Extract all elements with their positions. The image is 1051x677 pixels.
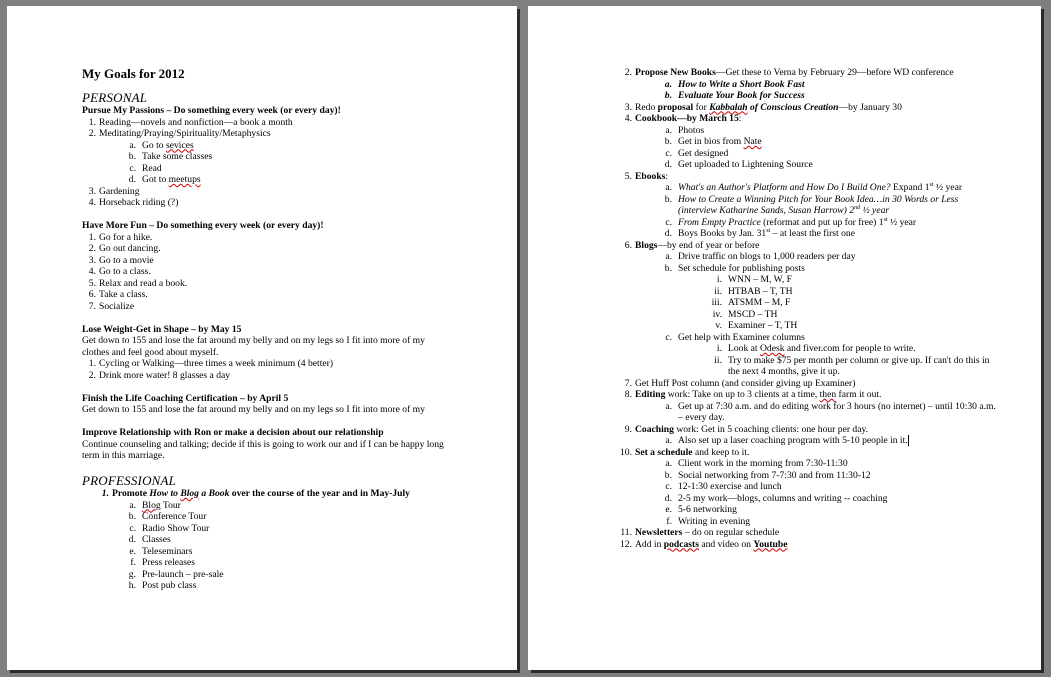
list-item: b. Social networking from 7-7:30 and from 11:30-12 bbox=[664, 469, 871, 481]
list-item: h. Post pub class bbox=[128, 580, 197, 591]
list-item: e. 5-6 networking bbox=[665, 504, 737, 515]
list-item: 6. Blogs—by end of year or before bbox=[624, 239, 760, 251]
goal-heading-coaching-cert: Finish the Life Coaching Certification – by April 5 bbox=[82, 392, 289, 404]
list-item: f. Press releases bbox=[130, 557, 196, 568]
list-item: 5. Relax and read a book. bbox=[88, 277, 188, 289]
list-item: 3. Redo proposal for Kabbalah of Conscious Creation—by January 30 bbox=[624, 101, 902, 113]
list-item: b. Conference Tour bbox=[128, 511, 207, 522]
spelling-error: Blog bbox=[180, 488, 199, 499]
list-item: d. 2-5 my work—blogs, columns and writing -- coaching bbox=[664, 492, 888, 504]
list-item: 4. Go to a class. bbox=[88, 266, 151, 277]
goal-heading-weight: Lose Weight-Get in Shape – by May 15 bbox=[82, 323, 242, 335]
paragraph: Continue counseling and talking; decide if this is going to work our and if I can be happy long term in this marriage. bbox=[82, 438, 444, 461]
list-item: 4. Horseback riding (?) bbox=[88, 197, 179, 208]
list-item: c. Get help with Examiner columns bbox=[665, 331, 805, 343]
list-item: ii. Try to make $75 per month per column or give up. If can't do this in the next 4 months, give it up. bbox=[714, 354, 990, 377]
list-item: b. Get in bios from Nate bbox=[664, 136, 762, 147]
list-item: b. Take some classes bbox=[128, 151, 213, 162]
list-item: 3. Gardening bbox=[88, 185, 140, 197]
list-item: c. From Empty Practice (reformat and put up for free) 1st ½ year bbox=[665, 216, 917, 228]
list-item: d. Got to meetups bbox=[128, 174, 201, 185]
list-item: 2. Drink more water! 8 glasses a day bbox=[88, 369, 231, 381]
spelling-error: sevices bbox=[165, 139, 194, 151]
goal-heading-passions: Pursue My Passions – Do something every week (or every day)! bbox=[82, 105, 341, 116]
list-item: 12. Add in podcasts and video on Youtube bbox=[620, 538, 788, 550]
paragraph: Get down to 155 and lose the fat around my belly and on my legs so I fit into more of my bbox=[82, 404, 425, 415]
spelling-error: Odesk bbox=[759, 343, 785, 354]
list-item: a. Drive traffic on blogs to 1,000 readers per day bbox=[665, 251, 856, 262]
list-item: i. Look at Odesk and fiver.com for people to write. bbox=[716, 343, 916, 354]
list-item: 7. Get Huff Post column (and consider giving up Examiner) bbox=[624, 377, 856, 389]
list-item: b. Evaluate Your Book for Success bbox=[664, 90, 805, 101]
list-item: a. Go to sevices bbox=[129, 139, 194, 151]
section-heading-professional: PROFESSIONAL bbox=[82, 473, 177, 488]
list-item: a. Client work in the morning from 7:30-11:30 bbox=[665, 458, 848, 469]
list-item: a. Get up at 7:30 a.m. and do editing work for 3 hours (no internet) – until 10:30 a.m. – every day. bbox=[665, 400, 996, 423]
page-left-content bbox=[82, 66, 452, 592]
spelling-error: Nate bbox=[743, 136, 762, 147]
spelling-error: Blog bbox=[142, 499, 161, 511]
section-heading-personal: PERSONAL bbox=[82, 90, 148, 105]
list-item: 9. Coaching work: Get in 5 coaching clients: one hour per day. bbox=[624, 423, 869, 435]
list-item: a. What's an Author's Platform and How Do I Build One? Expand 1st ½ year bbox=[665, 181, 963, 193]
page-right-content bbox=[618, 67, 998, 550]
list-item: 11. Newsletters – do on regular schedule bbox=[620, 527, 780, 538]
list-item: i. WNN – M, W, F bbox=[716, 274, 792, 285]
list-item: d. Boys Books by Jan. 31st – at least the first one bbox=[664, 227, 855, 239]
list-item: a. Blog Tour bbox=[129, 499, 181, 511]
spelling-error: meetups bbox=[168, 174, 201, 185]
list-item: 4. Cookbook—by March 15: bbox=[624, 113, 742, 124]
list-item: iii. ATSMM – M, F bbox=[711, 297, 791, 308]
goal-heading-relationship: Improve Relationship with Ron or make a decision about our relationship bbox=[82, 427, 384, 438]
spelling-error: Kabbalah bbox=[709, 101, 748, 113]
list-item: 1. Promote How to Blog a Book over the course of the year and in May-July bbox=[101, 488, 410, 499]
list-item: f. Writing in evening bbox=[666, 515, 751, 527]
list-item: d. Get uploaded to Lightening Source bbox=[664, 159, 813, 170]
list-item: 1. Cycling or Walking—three times a week minimum (4 better) bbox=[88, 358, 334, 369]
list-item: c. Get designed bbox=[665, 147, 729, 159]
list-item: c. Radio Show Tour bbox=[129, 522, 210, 534]
list-item: 8. Editing work: Take on up to 3 clients at a time, then farm it out. bbox=[624, 389, 882, 400]
list-item: b. How to Create a Winning Pitch for Your Book Idea…in 30 Words or Less (interview Katharine Sands, Susan Harrow) 2nd ½ year bbox=[664, 193, 959, 216]
list-item: 1. Go for a hike. bbox=[88, 231, 153, 243]
list-item: 10. Set a schedule and keep to it. bbox=[620, 446, 750, 458]
list-item: ii. HTBAB – T, TH bbox=[714, 285, 793, 297]
list-item: e. Teleseminars bbox=[129, 545, 193, 557]
document-page-right[interactable] bbox=[528, 6, 1041, 670]
list-item: 2. Go out dancing. bbox=[88, 243, 161, 254]
list-item: c. 12-1:30 exercise and lunch bbox=[665, 481, 782, 492]
list-item: 7. Socialize bbox=[88, 300, 135, 312]
list-item: d. Classes bbox=[128, 534, 171, 545]
list-item: c. Read bbox=[129, 162, 162, 174]
list-item: 2. Propose New Books—Get these to Verna by February 29—before WD conference bbox=[624, 67, 954, 78]
list-item: a. Also set up a laser coaching program with 5-10 people in it. bbox=[665, 435, 908, 446]
list-item: 5. Ebooks: bbox=[624, 170, 669, 182]
text-cursor: Also set up a laser coaching program with 5-10 people in it. bbox=[678, 435, 908, 446]
list-item: v. Examiner – T, TH bbox=[715, 320, 798, 331]
list-item: g. Pre-launch – pre-sale bbox=[128, 568, 224, 580]
spelling-error: then bbox=[819, 389, 837, 400]
list-item: 3. Go to a movie bbox=[88, 254, 154, 266]
paragraph: Get down to 155 and lose the fat around my belly and on my legs so I fit into more of my clothes and feel good about myself. bbox=[82, 335, 425, 358]
list-item: 2. Meditating/Praying/Spirituality/Metaphysics bbox=[88, 128, 271, 139]
list-item: iv. MSCD – TH bbox=[712, 308, 778, 320]
list-item: a. Photos bbox=[665, 124, 705, 136]
list-item: b. Set schedule for publishing posts bbox=[664, 262, 805, 274]
spelling-error: Youtube bbox=[753, 538, 788, 550]
document-page-left[interactable] bbox=[7, 6, 517, 670]
goal-heading-fun: Have More Fun – Do something every week (or every day)! bbox=[82, 220, 324, 231]
document-title: My Goals for 2012 bbox=[82, 66, 185, 81]
list-item: a. How to Write a Short Book Fast bbox=[664, 78, 805, 90]
list-item: 6. Take a class. bbox=[88, 289, 148, 300]
spelling-error: podcasts bbox=[663, 538, 699, 550]
list-item: 1. Reading—novels and nonfiction—a book a month bbox=[88, 116, 293, 128]
